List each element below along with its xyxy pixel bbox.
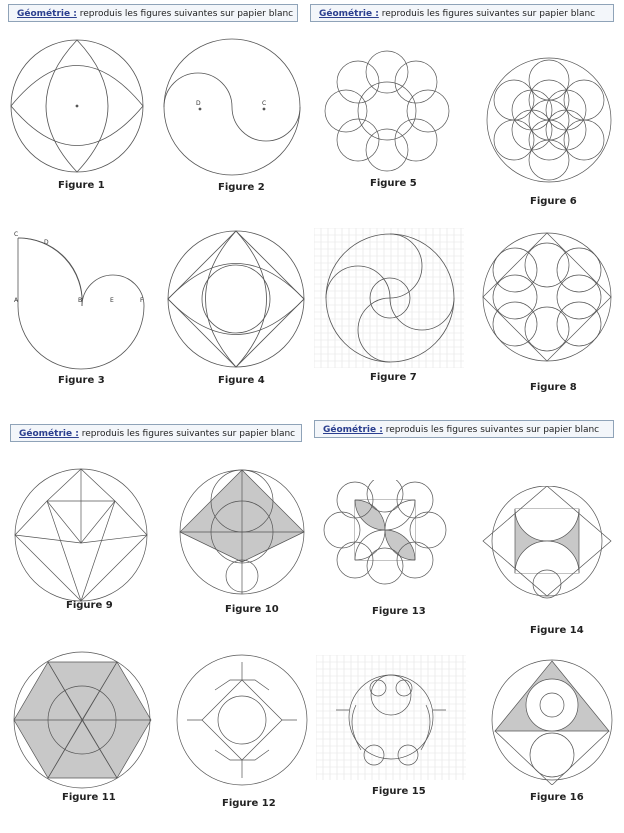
figure-12-drawing (175, 650, 310, 790)
figure-6-caption: Figure 6 (530, 196, 577, 207)
figure-8-drawing (480, 230, 615, 365)
figure-13-drawing (320, 480, 450, 600)
figure-12-caption: Figure 12 (222, 798, 276, 809)
header-top-left (8, 4, 298, 22)
figure-7-drawing (314, 228, 464, 368)
label-c: C (262, 100, 267, 107)
figure-6-drawing (484, 55, 614, 185)
header-top-right (310, 4, 614, 22)
label-a: A (14, 297, 19, 304)
header-keyword: Géométrie : (19, 429, 79, 439)
label-c: C (14, 231, 19, 238)
label-d: D (44, 239, 49, 246)
header-keyword: Géométrie : (323, 425, 383, 435)
header-bottom-right (314, 420, 614, 438)
figure-15-drawing (316, 655, 466, 780)
figure-11-caption: Figure 11 (62, 792, 116, 803)
figure-10-caption: Figure 10 (225, 604, 279, 615)
figure-9-caption: Figure 9 (66, 600, 113, 611)
figure-8-caption: Figure 8 (530, 382, 577, 393)
label-d: D (196, 100, 201, 107)
header-text: reproduis les figures suivantes sur papier blanc (79, 9, 294, 19)
figure-2-drawing (160, 37, 305, 177)
figure-16-drawing (487, 655, 617, 785)
figure-10-drawing (175, 466, 310, 598)
figure-11-drawing (10, 650, 155, 790)
figure-4-caption: Figure 4 (218, 375, 265, 386)
figure-14-drawing (480, 486, 615, 606)
figure-3-caption: Figure 3 (58, 375, 105, 386)
figure-16-caption: Figure 16 (530, 792, 584, 803)
figure-15-caption: Figure 15 (372, 786, 426, 797)
figure-5-caption: Figure 5 (370, 178, 417, 189)
figure-5-drawing (322, 48, 452, 174)
figure-3-drawing (10, 230, 150, 370)
figure-14-caption: Figure 14 (530, 625, 584, 636)
header-text: reproduis les figures suivantes sur papier blanc (81, 429, 296, 439)
figure-2-caption: Figure 2 (218, 182, 265, 193)
header-bottom-left (10, 424, 302, 442)
label-f: F (140, 297, 144, 304)
header-keyword: Géométrie : (17, 9, 77, 19)
figure-9-drawing (10, 465, 152, 603)
figure-13-caption: Figure 13 (372, 606, 426, 617)
label-b: B (78, 297, 83, 304)
figure-1-drawing (5, 35, 150, 175)
figure-7-caption: Figure 7 (370, 372, 417, 383)
header-keyword: Géométrie : (319, 9, 379, 19)
label-e: E (110, 297, 114, 304)
figure-4-drawing (165, 228, 307, 370)
header-text: reproduis les figures suivantes sur papier blanc (381, 9, 596, 19)
header-text: reproduis les figures suivantes sur papier blanc (385, 425, 600, 435)
figure-1-caption: Figure 1 (58, 180, 105, 191)
